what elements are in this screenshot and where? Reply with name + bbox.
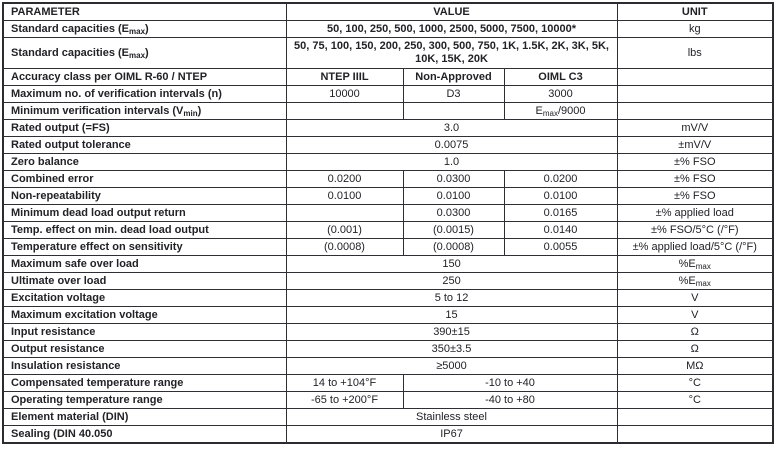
table-row (3, 86, 773, 103)
unit-cell: Ω (617, 324, 773, 341)
value-cell: 0.0300 (403, 171, 504, 188)
unit-cell: mV/V (617, 120, 773, 137)
parameter-cell: Minimum verification intervals $(V_{min})$ (3, 103, 286, 120)
unit-cell: ±% FSO/5°C (/°F) (617, 222, 773, 239)
value-cell: $E_{max}/9000$ (504, 103, 617, 120)
value-cell: D3 (403, 86, 504, 103)
parameter-cell: Output resistance (3, 341, 286, 358)
value-cell: 0.0100 (504, 188, 617, 205)
unit-cell: $\%E_{max}$ (617, 273, 773, 290)
column-header-value: VALUE (286, 3, 617, 21)
parameter-cell: Operating temperature range (3, 392, 286, 409)
value-cell: (0.0015) (403, 222, 504, 239)
parameter-cell: Standard capacities $(E_{max})$ (3, 21, 286, 38)
unit-cell: ±% FSO (617, 188, 773, 205)
table-row (3, 341, 773, 358)
parameter-cell: Combined error (3, 171, 286, 188)
table-row (3, 137, 773, 154)
value-cell: OIML C3 (504, 69, 617, 86)
spec-table-body (3, 21, 773, 444)
unit-cell (617, 69, 773, 86)
value-cell: 150 (286, 256, 617, 273)
table-row (3, 256, 773, 273)
parameter-cell: Maximum no. of verification intervals (n) (3, 86, 286, 103)
unit-cell: lbs (617, 38, 773, 69)
parameter-cell: Non-repeatability (3, 188, 286, 205)
table-row (3, 324, 773, 341)
table-row (3, 307, 773, 324)
column-header-parameter: PARAMETER (3, 3, 286, 21)
value-cell: 50, 100, 250, 500, 1000, 2500, 5000, 7500, 10000* (286, 21, 617, 38)
table-row (3, 273, 773, 290)
unit-cell: kg (617, 21, 773, 38)
value-cell: (0.0008) (403, 239, 504, 256)
parameter-cell: Accuracy class per OIML R-60 / NTEP (3, 69, 286, 86)
value-cell: 0.0140 (504, 222, 617, 239)
value-cell: 0.0300 (403, 205, 504, 222)
table-row (3, 426, 773, 444)
value-cell: 3.0 (286, 120, 617, 137)
table-row (3, 222, 773, 239)
parameter-cell: Standard capacities $(E_{max})$ (3, 38, 286, 69)
table-row (3, 171, 773, 188)
value-cell: 5 to 12 (286, 290, 617, 307)
parameter-cell: Maximum excitation voltage (3, 307, 286, 324)
unit-cell: Ω (617, 341, 773, 358)
parameter-cell: Compensated temperature range (3, 375, 286, 392)
parameter-cell: Temp. effect on min. dead load output (3, 222, 286, 239)
value-cell: (0.0008) (286, 239, 403, 256)
value-cell: 0.0165 (504, 205, 617, 222)
table-row (3, 69, 773, 86)
value-cell: Non-Approved (403, 69, 504, 86)
parameter-cell: Rated output (=FS) (3, 120, 286, 137)
parameter-cell: Element material (DIN) (3, 409, 286, 426)
table-row (3, 205, 773, 222)
unit-cell: V (617, 290, 773, 307)
value-cell: ≥5000 (286, 358, 617, 375)
value-cell: NTEP IIIL (286, 69, 403, 86)
value-cell: 1.0 (286, 154, 617, 171)
value-cell: 390±15 (286, 324, 617, 341)
unit-cell: V (617, 307, 773, 324)
table-header-row (3, 3, 773, 21)
parameter-cell: Insulation resistance (3, 358, 286, 375)
value-cell: 0.0200 (286, 171, 403, 188)
table-row (3, 154, 773, 171)
table-row (3, 38, 773, 69)
value-cell: 0.0100 (403, 188, 504, 205)
parameter-cell: Excitation voltage (3, 290, 286, 307)
unit-cell: °C (617, 392, 773, 409)
value-cell: (0.001) (286, 222, 403, 239)
unit-cell: °C (617, 375, 773, 392)
value-cell: 250 (286, 273, 617, 290)
parameter-cell: Input resistance (3, 324, 286, 341)
value-cell: IP67 (286, 426, 617, 444)
unit-cell: $\%E_{max}$ (617, 256, 773, 273)
value-cell: 350±3.5 (286, 341, 617, 358)
value-cell: 0.0100 (286, 188, 403, 205)
table-row (3, 21, 773, 38)
value-cell: 0.0055 (504, 239, 617, 256)
table-row (3, 120, 773, 137)
table-row (3, 103, 773, 120)
value-cell: -65 to +200°F (286, 392, 403, 409)
value-cell (286, 205, 403, 222)
table-row (3, 188, 773, 205)
value-cell (286, 103, 403, 120)
table-row (3, 392, 773, 409)
unit-cell: MΩ (617, 358, 773, 375)
value-cell (403, 103, 504, 120)
value-cell: 14 to +104°F (286, 375, 403, 392)
value-cell: 10000 (286, 86, 403, 103)
value-cell: -10 to +40 (403, 375, 617, 392)
parameter-cell: Sealing (DIN 40.050 (3, 426, 286, 444)
value-cell: 3000 (504, 86, 617, 103)
table-row (3, 409, 773, 426)
parameter-cell: Rated output tolerance (3, 137, 286, 154)
unit-cell: ±mV/V (617, 137, 773, 154)
parameter-cell: Minimum dead load output return (3, 205, 286, 222)
spec-sheet (2, 2, 774, 444)
parameter-cell: Maximum safe over load (3, 256, 286, 273)
unit-cell: ±% FSO (617, 171, 773, 188)
spec-table (2, 2, 774, 444)
unit-cell (617, 103, 773, 120)
value-cell: 0.0200 (504, 171, 617, 188)
unit-cell: ±% FSO (617, 154, 773, 171)
table-row (3, 358, 773, 375)
unit-cell: ±% applied load (617, 205, 773, 222)
table-row (3, 375, 773, 392)
parameter-cell: Temperature effect on sensitivity (3, 239, 286, 256)
parameter-cell: Zero balance (3, 154, 286, 171)
column-header-unit: UNIT (617, 3, 773, 21)
value-cell: 0.0075 (286, 137, 617, 154)
table-row (3, 290, 773, 307)
unit-cell (617, 86, 773, 103)
value-cell: 50, 75, 100, 150, 200, 250, 300, 500, 750, 1K, 1.5K, 2K, 3K, 5K, 10K, 15K, 20K (286, 38, 617, 69)
unit-cell (617, 426, 773, 444)
value-cell: -40 to +80 (403, 392, 617, 409)
value-cell: 15 (286, 307, 617, 324)
parameter-cell: Ultimate over load (3, 273, 286, 290)
value-cell: Stainless steel (286, 409, 617, 426)
unit-cell: ±% applied load/5°C (/°F) (617, 239, 773, 256)
table-row (3, 239, 773, 256)
unit-cell (617, 409, 773, 426)
